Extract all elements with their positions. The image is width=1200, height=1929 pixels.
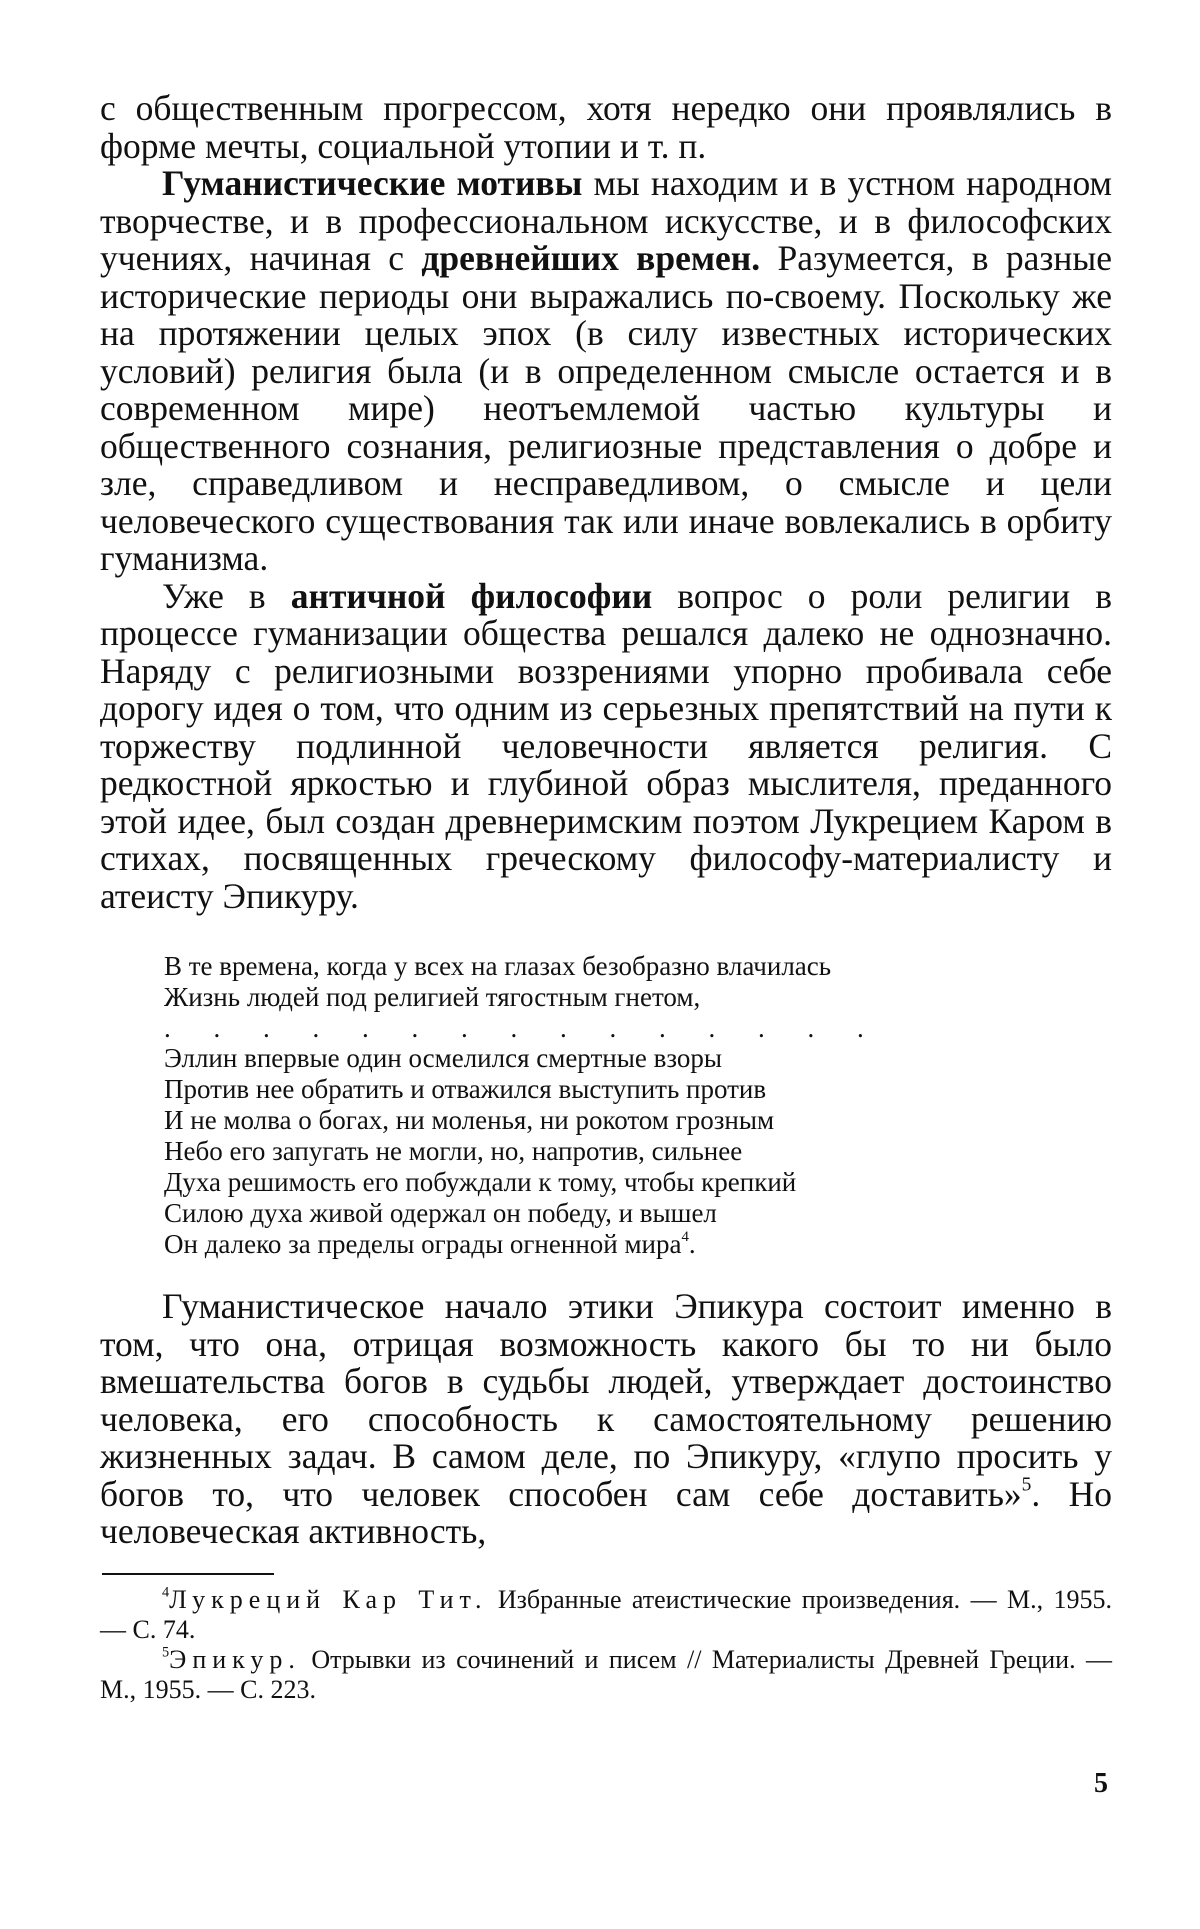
page-number: 5 xyxy=(1094,1768,1108,1799)
footnote-number: 4 xyxy=(162,1584,170,1601)
paragraph-text: Гуманистическое начало этики Эпикура состоит именно в том, что она, отрицая возможность какого бы то ни было вмешательства богов в судьбы людей, утверждает достоинство человека, его способность к самостоятельному решению жизненных задач. В самом деле, по Эпикуру, «глупо просить у богов то, что человек способен сам себе доставить» xyxy=(100,1286,1112,1514)
paragraph-2 xyxy=(100,165,1112,578)
poem-line: Духа решимость его побуждали к тому, чтобы крепкий xyxy=(164,1167,797,1197)
paragraph-1: с общественным прогрессом, хотя нередко они проявлялись в форме мечты, социальной утопии и т. п. xyxy=(100,88,1112,166)
paragraph-text: Разумеется, в разные исторические периоды они выражались по-своему. Поскольку же на протяжении целых эпох (в силу известных исторических условий) религия была (и в определенном смысле остается и в современном мире) неотъемлемой частью культуры и общественного сознания, религиозные представления о добре и зле, справедливом и несправедливом, о смысле и цели человеческого существования так или иначе вовлекались в орбиту гуманизма. xyxy=(100,238,1112,578)
footnote-ref: 5 xyxy=(1021,1473,1032,1495)
poem-line: Небо его запугать не могли, но, напротив, сильнее xyxy=(164,1136,743,1166)
poem-line: Силою духа живой одержал он победу, и вышел xyxy=(164,1198,717,1228)
poem-ellipsis: . . . . . . . . . . . . . . . xyxy=(164,1013,882,1043)
poem-quote xyxy=(164,951,1112,1260)
poem-line: Эллин впервые один осмелился смертные взоры xyxy=(164,1043,722,1073)
footnote-5 xyxy=(100,1645,1112,1705)
page-content xyxy=(100,90,1112,1705)
footnotes xyxy=(100,1585,1112,1705)
footnote-author: Лукреций Кар Тит. xyxy=(169,1584,488,1614)
poem-line: В те времена, когда у всех на глазах безобразно влачилась xyxy=(164,951,832,981)
paragraph-text: Уже в xyxy=(162,575,291,616)
footnote-ref: 4 xyxy=(681,1229,689,1246)
paragraph-text: . Но человеческая активность, xyxy=(100,1473,1113,1551)
footnote-text: Избранные атеистические произведения. — М., 1955. — С. 74. xyxy=(100,1584,1112,1644)
footnote-divider xyxy=(102,1573,274,1575)
bold-phrase: древнейших времен. xyxy=(421,238,761,278)
poem-line-text: Он далеко за пределы ограды огненной мира xyxy=(164,1229,682,1259)
poem-last-line: Он далеко за пределы ограды огненной мира$^4$. xyxy=(164,1229,696,1259)
bold-phrase: античной философии xyxy=(290,575,653,616)
bold-phrase: Гуманистические мотивы xyxy=(162,163,583,203)
paragraph-4 xyxy=(100,1288,1112,1551)
poem-line: И не молва о богах, ни моленья, ни рокотом грозным xyxy=(164,1105,775,1135)
footnote-text: Отрывки из сочинений и писем // Материалисты Древней Греции. — М., 1955. — С. 223. xyxy=(100,1644,1112,1704)
poem-line: Против нее обратить и отважился выступить против xyxy=(164,1074,767,1104)
footnote-4 xyxy=(100,1585,1112,1645)
footnote-author: Эпикур. xyxy=(169,1644,301,1674)
paragraph-text: вопрос о роли религии в процессе гуманизации общества решался далеко не однозначно. Наряду с религиозными воззрениями упорно пробивала себе дорогу идея о том, что одним из серьезных препятствий на пути к торжеству подлинной человечности является религия. С редкостной яркостью и глубиной образ мыслителя, преданного этой идее, был создан древнеримским поэтом Лукрецием Каром в стихах, посвященных греческому философу-материалисту и атеисту Эпикуру. xyxy=(100,575,1112,916)
poem-line: Жизнь людей под религией тягостным гнетом, xyxy=(164,982,701,1012)
paragraph-3 xyxy=(100,575,1112,916)
paragraph-text: мы находим и в устном народном творчестве, и в профессиональном искусстве, и в философских учениях, начиная с xyxy=(100,163,1112,278)
footnote-number: 5 xyxy=(162,1644,170,1661)
